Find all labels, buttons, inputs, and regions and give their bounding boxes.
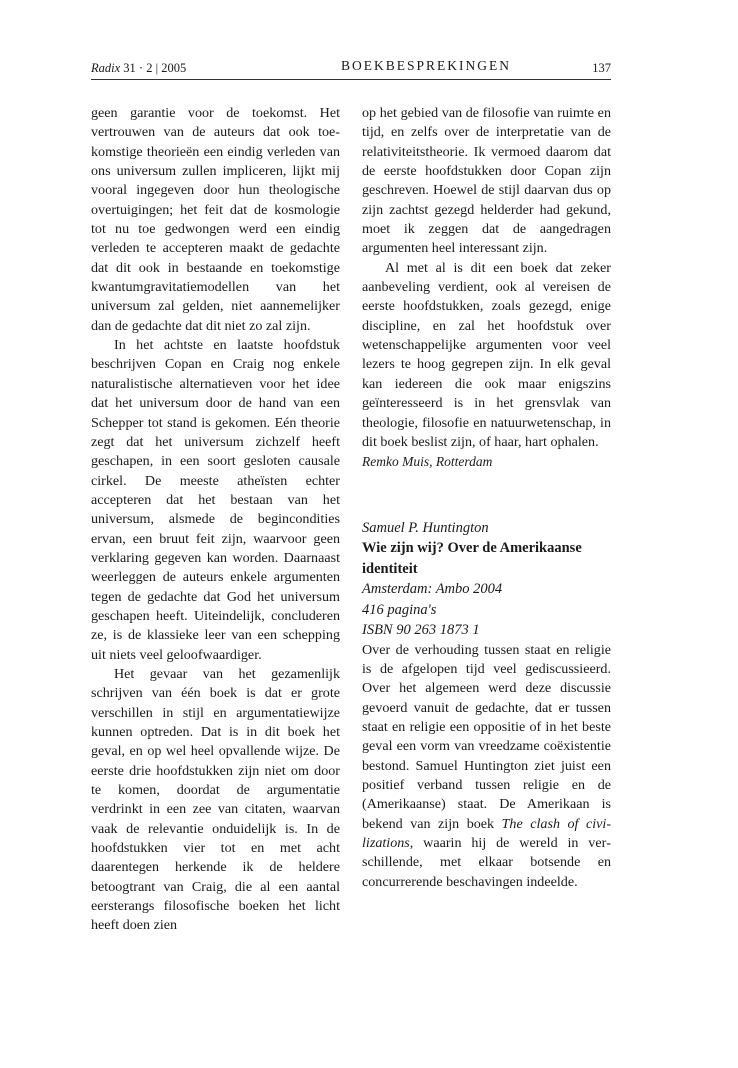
book-details	[362, 518, 611, 641]
section-title: BOEKBESPREKINGEN	[341, 58, 512, 73]
header-rule	[91, 79, 611, 80]
running-header	[91, 58, 611, 80]
journal-name: Radix	[91, 61, 121, 75]
paragraph: In het achtste en laatste hoofdstuk beschrijven Copan en Craig nog enkele naturalistische alternatieven voor het idee dat het universum door de hand van een Schepper tot stand is gekomen. Eén theorie zegt dat het universum zichzelf heeft geschapen, in een soort gesloten causale cirkel. De meeste atheïsten echter accepteren dat het bestaan van het universum, alsmede de begincondities ervan, een bruut feit zijn, waarvoor geen verklaring gegeven kan worden. Daarnaast weerleggen de auteurs enkele argumenten tegen de gedachte dat God het universum geschapen heeft. Uiteindelijk, concluderen ze, is de klassieke leer van een schepping uit niets veel geloofwaardiger.	[91, 337, 340, 663]
paragraph: op het gebied van de filosofie van ruimte en tijd, en zelfs over de interpretatie van de relativiteitstheorie. Ik vermoed daarom dat de eerste hoofdstukken door Copan zijn geschreven. Hoewel de stijl daarvan dus op zijn zachtst gezegd helderder had gekund, moet ik zeggen dat de aangedragen argumenten heel interessant zijn.	[362, 105, 611, 257]
issue-number: 31 · 2 | 2005	[120, 61, 187, 75]
book-pages: 416 pagina's	[362, 601, 437, 618]
paragraph: geen garantie voor de toekomst. Het vertrouwen van de auteurs dat ook toekomstige theorieën een eindig verleden van ons universum zullen impliceren, lijkt mij vooral ingegeven door hun theologische overtuigingen; het feit dat de kosmologie tot nu toe gedwongen werd een eindig verleden te accepteren maakt de gedachte dat dit ook in bestaande en toekomstige kwantumgravitatiemodellen van het universum zal gelden, niet aannemelijker dan de gedachte dat dit niet zo zal zijn.	[91, 105, 340, 334]
page-number: 137	[592, 61, 611, 75]
book-title: Wie zijn wij? Over de Amerikaanse identiteit	[362, 540, 582, 577]
book-publisher: Amsterdam: Ambo 2004	[362, 581, 503, 598]
review-book-title: The clash of civilizations	[362, 815, 612, 851]
paragraph: Het gevaar van het gezamenlijk schrijven van één boek is dat er grote verschillen in stijl en argumentatiewijze kunnen optreden. Dat is in dit boek het geval, en op wel heel opvallende wijze. De eerste drie hoofdstukken zijn niet om door te komen, doordat de argumentatie verdrinkt in een zee van citaten, waarvan vaak de relevantie onduidelijk is. In de hoofdstukken vier tot en met acht daarentegen herkende ik de heldere betoogtrant van Craig, die al een aantal eersterangs filosofische boeken het licht heeft doen zien	[91, 665, 340, 934]
reviewer-signature: Remko Muis, Rotterdam	[362, 454, 493, 470]
left-column	[91, 104, 340, 936]
review-intro: Over de verhouding tussen staat en religie is de afgelopen tijd veel gediscussieerd. Over het algemeen werd deze discussie gevoerd vanuit de gedachte, dat er tussen staat en religie een oppositie of in het beste geval een vorm van vreedzame coëxistentie bestond. Samuel Huntington ziet juist een positief verband tussen religie en de (Amerikaanse) staat. De Amerikaan is bekend van zijn boek	[362, 641, 611, 832]
review-outro: , waarin hij de wereld in verschillende, met elkaar botsende en concurrerende beschavingen indeelde.	[362, 834, 611, 890]
right-column	[362, 104, 611, 892]
paragraph: Al met al is dit een boek dat zeker aanbeveling verdient, ook al vereisen de eerste hoofdstukken, zoals gezegd, enige discipline, en zal het hoofdstuk over wetenschappelijke argumenten voor veel lezers te hoog gegrepen zijn. In elk geval kan iedereen die ook maar enigszins geïnteresseerd is in het grensvlak van theologie, filosofie en natuurwetenschap, in dit boek beslist zijn, of haar, hart ophalen.	[362, 259, 611, 450]
book-isbn: ISBN 90 263 1873 1	[362, 622, 480, 639]
journal-issue	[91, 61, 186, 76]
book-author: Samuel P. Huntington	[362, 519, 489, 536]
review-paragraph	[362, 641, 611, 892]
